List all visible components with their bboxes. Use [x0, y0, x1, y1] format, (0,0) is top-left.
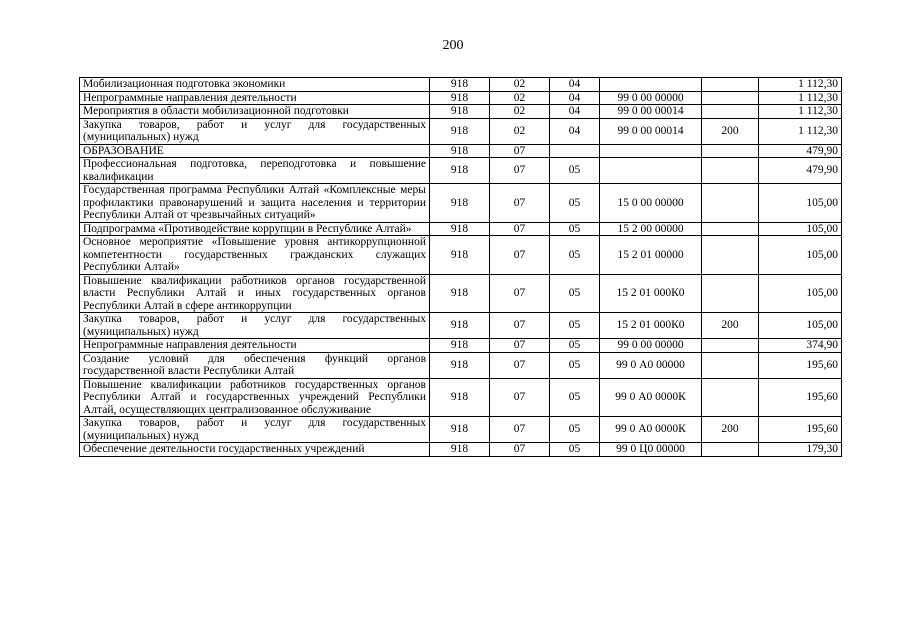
- row-subsection: 05: [550, 417, 600, 443]
- row-expense-type: [702, 184, 759, 223]
- row-name: Повышение квалификации работников государственных органов Республики Алтай и государственных учреждений Республики Алтай, осуществляющих централизованное обслуживание: [80, 378, 430, 417]
- table-row: [80, 222, 842, 236]
- row-grbs: 918: [430, 313, 490, 339]
- row-name: Мобилизационная подготовка экономики: [80, 78, 430, 92]
- row-expense-type: [702, 158, 759, 184]
- table-row: [80, 91, 842, 105]
- row-target-item: [600, 144, 702, 158]
- row-section: 07: [490, 158, 550, 184]
- row-target-item: 99 0 00 00000: [600, 339, 702, 353]
- budget-table-body: [80, 78, 842, 457]
- row-grbs: 918: [430, 236, 490, 275]
- row-grbs: 918: [430, 105, 490, 119]
- row-grbs: 918: [430, 158, 490, 184]
- row-expense-type: [702, 91, 759, 105]
- row-amount: 105,00: [759, 313, 842, 339]
- row-expense-type: [702, 274, 759, 313]
- row-name: Мероприятия в области мобилизационной подготовки: [80, 105, 430, 119]
- row-expense-type: [702, 339, 759, 353]
- row-expense-type: 200: [702, 118, 759, 144]
- row-grbs: 918: [430, 184, 490, 223]
- row-amount: 105,00: [759, 236, 842, 275]
- row-name: Подпрограмма «Противодействие коррупции в Республике Алтай»: [80, 222, 430, 236]
- row-amount: 374,90: [759, 339, 842, 353]
- row-section: 07: [490, 144, 550, 158]
- row-expense-type: [702, 222, 759, 236]
- row-name: Создание условий для обеспечения функций органов государственной власти Республики Алтай: [80, 352, 430, 378]
- row-grbs: 918: [430, 91, 490, 105]
- row-subsection: 04: [550, 91, 600, 105]
- row-grbs: 918: [430, 339, 490, 353]
- row-subsection: 05: [550, 222, 600, 236]
- row-amount: 195,60: [759, 352, 842, 378]
- row-subsection: 04: [550, 105, 600, 119]
- row-target-item: 99 0 А0 0000К: [600, 417, 702, 443]
- row-grbs: 918: [430, 222, 490, 236]
- row-subsection: 05: [550, 352, 600, 378]
- table-row: [80, 352, 842, 378]
- row-grbs: 918: [430, 144, 490, 158]
- row-section: 07: [490, 236, 550, 275]
- row-target-item: [600, 158, 702, 184]
- row-target-item: 99 0 А0 00000: [600, 352, 702, 378]
- page-number: 200: [442, 38, 464, 53]
- row-amount: 479,90: [759, 144, 842, 158]
- row-expense-type: [702, 144, 759, 158]
- row-amount: 195,60: [759, 417, 842, 443]
- row-target-item: 15 2 01 00000: [600, 236, 702, 275]
- row-subsection: 05: [550, 158, 600, 184]
- row-subsection: [550, 144, 600, 158]
- row-name: ОБРАЗОВАНИЕ: [80, 144, 430, 158]
- row-section: 07: [490, 339, 550, 353]
- table-row: [80, 274, 842, 313]
- row-section: 07: [490, 274, 550, 313]
- row-subsection: 05: [550, 339, 600, 353]
- row-subsection: 05: [550, 274, 600, 313]
- row-grbs: 918: [430, 118, 490, 144]
- row-subsection: 04: [550, 118, 600, 144]
- row-expense-type: [702, 105, 759, 119]
- row-subsection: 05: [550, 313, 600, 339]
- row-target-item: 99 0 Ц0 00000: [600, 443, 702, 457]
- row-subsection: 05: [550, 236, 600, 275]
- row-target-item: 15 2 00 00000: [600, 222, 702, 236]
- row-subsection: 05: [550, 184, 600, 223]
- row-subsection: 04: [550, 78, 600, 92]
- row-subsection: 05: [550, 443, 600, 457]
- row-target-item: 99 0 00 00014: [600, 118, 702, 144]
- table-row: [80, 313, 842, 339]
- row-grbs: 918: [430, 274, 490, 313]
- table-row: [80, 184, 842, 223]
- row-amount: 179,30: [759, 443, 842, 457]
- row-name: Повышение квалификации работников органов государственной власти Республики Алтай и иных государственных органов Республики Алтай в сфере антикоррупции: [80, 274, 430, 313]
- row-grbs: 918: [430, 417, 490, 443]
- row-amount: 105,00: [759, 222, 842, 236]
- table-row: [80, 78, 842, 92]
- row-name: Закупка товаров, работ и услуг для государственных (муниципальных) нужд: [80, 118, 430, 144]
- row-expense-type: [702, 78, 759, 92]
- row-section: 07: [490, 184, 550, 223]
- row-expense-type: 200: [702, 313, 759, 339]
- row-name: Обеспечение деятельности государственных учреждений: [80, 443, 430, 457]
- row-amount: 479,90: [759, 158, 842, 184]
- row-target-item: [600, 78, 702, 92]
- row-section: 07: [490, 443, 550, 457]
- row-amount: 105,00: [759, 274, 842, 313]
- row-section: 02: [490, 105, 550, 119]
- row-target-item: 15 2 01 000К0: [600, 313, 702, 339]
- row-target-item: 15 0 00 00000: [600, 184, 702, 223]
- table-row: [80, 236, 842, 275]
- row-expense-type: [702, 378, 759, 417]
- row-subsection: 05: [550, 378, 600, 417]
- row-section: 02: [490, 91, 550, 105]
- row-name: Непрограммные направления деятельности: [80, 91, 430, 105]
- row-name: Профессиональная подготовка, переподготовка и повышение квалификации: [80, 158, 430, 184]
- row-name: Закупка товаров, работ и услуг для государственных (муниципальных) нужд: [80, 313, 430, 339]
- table-row: [80, 417, 842, 443]
- row-name: Непрограммные направления деятельности: [80, 339, 430, 353]
- row-amount: 105,00: [759, 184, 842, 223]
- row-section: 07: [490, 222, 550, 236]
- table-row: [80, 118, 842, 144]
- row-expense-type: 200: [702, 417, 759, 443]
- row-section: 02: [490, 118, 550, 144]
- row-expense-type: [702, 352, 759, 378]
- row-grbs: 918: [430, 78, 490, 92]
- row-amount: 1 112,30: [759, 91, 842, 105]
- budget-table: [79, 77, 842, 457]
- table-row: [80, 144, 842, 158]
- row-section: 07: [490, 352, 550, 378]
- table-row: [80, 339, 842, 353]
- row-target-item: 15 2 01 000К0: [600, 274, 702, 313]
- row-amount: 195,60: [759, 378, 842, 417]
- row-name: Основное мероприятие «Повышение уровня антикоррупционной компетентности государственных гражданских служащих Республики Алтай»: [80, 236, 430, 275]
- row-amount: 1 112,30: [759, 78, 842, 92]
- row-target-item: 99 0 00 00014: [600, 105, 702, 119]
- table-row: [80, 443, 842, 457]
- row-section: 07: [490, 378, 550, 417]
- row-grbs: 918: [430, 352, 490, 378]
- table-row: [80, 105, 842, 119]
- row-expense-type: [702, 443, 759, 457]
- row-name: Государственная программа Республики Алтай «Комплексные меры профилактики правонарушений и защита населения и территории Республики Алтай от чрезвычайных ситуаций»: [80, 184, 430, 223]
- row-grbs: 918: [430, 443, 490, 457]
- row-target-item: 99 0 00 00000: [600, 91, 702, 105]
- row-expense-type: [702, 236, 759, 275]
- table-row: [80, 158, 842, 184]
- table-row: [80, 378, 842, 417]
- row-section: 07: [490, 313, 550, 339]
- row-section: 02: [490, 78, 550, 92]
- row-grbs: 918: [430, 378, 490, 417]
- row-amount: 1 112,30: [759, 105, 842, 119]
- row-amount: 1 112,30: [759, 118, 842, 144]
- row-target-item: 99 0 А0 0000К: [600, 378, 702, 417]
- row-name: Закупка товаров, работ и услуг для государственных (муниципальных) нужд: [80, 417, 430, 443]
- row-section: 07: [490, 417, 550, 443]
